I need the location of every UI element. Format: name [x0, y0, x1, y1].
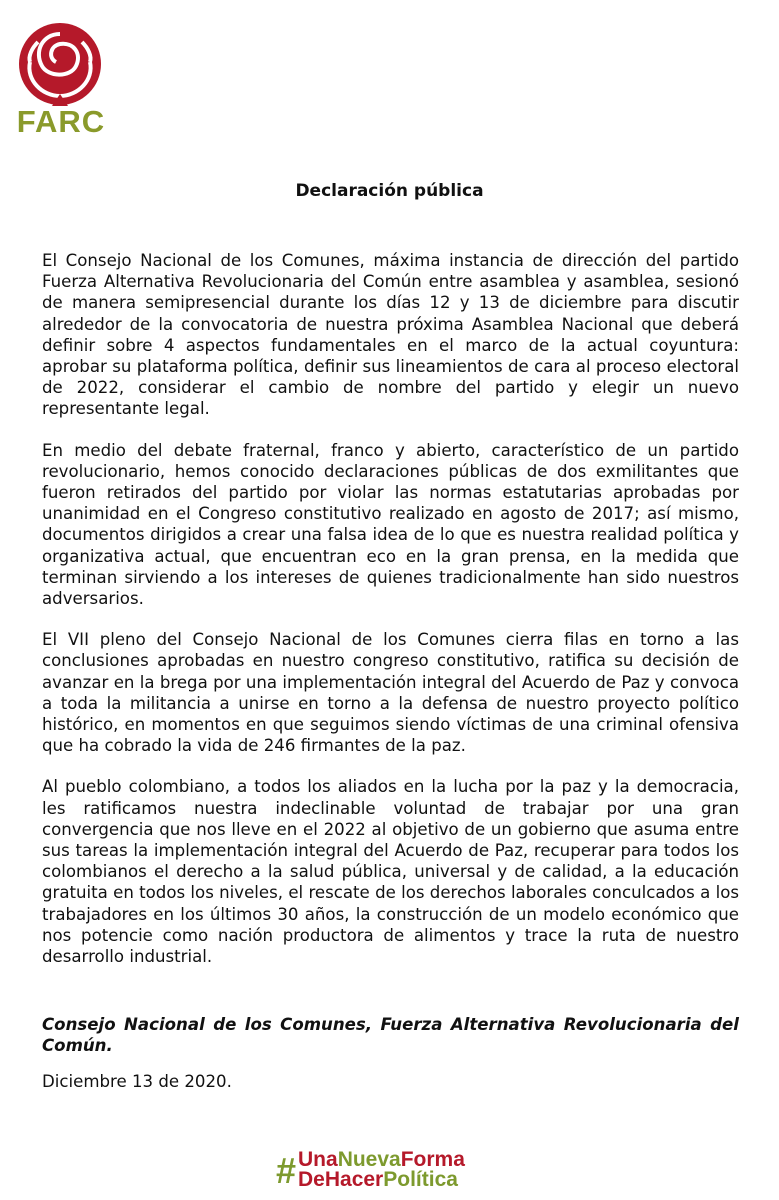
signature: Consejo Nacional de los Comunes, Fuerza Alternativa Revolucionaria del Común.	[42, 1015, 739, 1056]
paragraph: En medio del debate fraternal, franco y abierto, característico de un partido revolucionario, hemos conocido declaraciones públicas de dos exmilitantes que fueron retirados del partido por violar las normas estatutarias aprobadas por unanimidad en el Congreso constitutivo realizado en agosto de 2017; así mismo, documentos dirigidos a crear una falsa idea de lo que es nuestra realidad política y organizativa actual, que encuentran eco en la gran prensa, en la medida que terminan sirviendo a los intereses de quienes tradicionalmente han sido nuestros adversarios.	[42, 440, 739, 609]
logo-text: FARC	[16, 104, 106, 139]
hashtag-word: Forma	[400, 1148, 465, 1171]
hashtag-word: Política	[383, 1168, 458, 1191]
hashtag-word: Una	[298, 1148, 338, 1171]
page-title: Declaración pública	[295, 181, 484, 201]
paragraph: El Consejo Nacional de los Comunes, máxima instancia de dirección del partido Fuerza Alternativa Revolucionaria del Común entre asamblea y asamblea, sesionó de manera semipresencial durante los días 12 y 13 de diciembre para discutir alrededor de la convocatoria de nuestra próxima Asamblea Nacional que deberá definir sobre 4 aspectos fundamentales en el marco de la actual coyuntura: aprobar su plataforma política, definir sus lineamientos de cara al proceso electoral de 2022, considerar el cambio de nombre del partido y elegir un nuevo representante legal.	[42, 251, 739, 419]
hashtag-word: Nueva	[337, 1148, 401, 1171]
declaration-body	[42, 250, 739, 987]
paragraph: El VII pleno del Consejo Nacional de los Comunes cierra filas en torno a las conclusiones aprobadas en nuestro congreso constitutivo, ratifica su decisión de avanzar en la brega por una implementación integral del Acuerdo de Paz y convoca a toda la militancia a unirse en torno a la defensa de nuestro proyecto político histórico, en momentos en que seguimos siendo víctimas de una criminal ofensiva que ha cobrado la vida de 246 firmantes de la paz.	[42, 630, 739, 756]
hashtag-logo	[276, 1149, 506, 1193]
hash-symbol: #	[276, 1150, 297, 1191]
hashtag-line-2	[298, 1169, 458, 1191]
rose-icon	[12, 22, 108, 108]
hashtag-word: DeHacer	[298, 1168, 384, 1191]
date: Diciembre 13 de 2020.	[42, 1072, 232, 1091]
paragraph: Al pueblo colombiano, a todos los aliados en la lucha por la paz y la democracia, les ratificamos nuestra indeclinable voluntad de trabajar por una gran convergencia que nos lleve en el 2022 al objetivo de un gobierno que asuma entre sus tareas la implementación integral del Acuerdo de Paz, recuperar para todos los colombianos el derecho a la salud pública, universal y de calidad, a la educación gratuita en todos los niveles, el rescate de los derechos laborales conculcados a los trabajadores en los últimos 30 años, la construcción de un modelo económico que nos potencie como nación productora de alimentos y trace la ruta de nuestro desarrollo industrial.	[42, 777, 739, 967]
farc-logo	[12, 22, 110, 142]
